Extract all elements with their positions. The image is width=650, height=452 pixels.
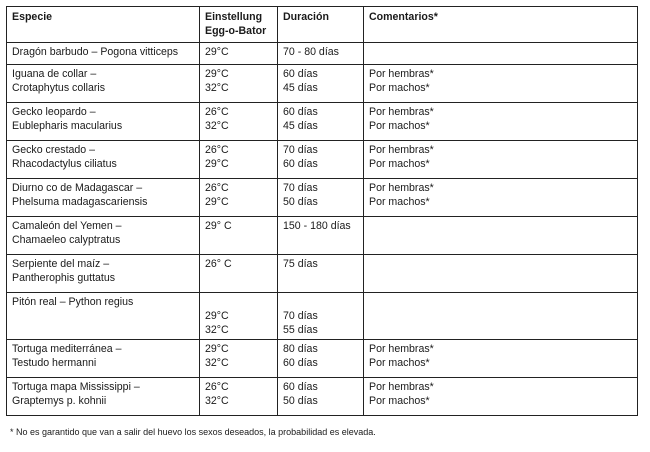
species-cell-line: Pantherophis guttatus [12,272,116,284]
temperature-cell-line: 32°C [205,357,229,369]
temperature-cell [200,378,278,416]
incubation-table [6,6,638,416]
temperature-cell-line [205,295,272,309]
species-cell [7,378,200,416]
duration-cell-line: 60 días [283,381,318,393]
species-cell-line: Eublepharis macularius [12,120,123,132]
temperature-cell [200,141,278,179]
duration-cell [278,43,364,65]
species-cell [7,293,200,340]
species-cell [7,141,200,179]
species-cell [7,217,200,255]
species-cell-line: Serpiente del maíz – [12,258,110,270]
comment-cell [364,217,638,255]
temperature-cell [200,217,278,255]
species-cell [7,340,200,378]
table-row [7,340,638,378]
duration-cell-line: 70 días [283,144,318,156]
duration-cell-line: 50 días [283,196,318,208]
temperature-cell-line: 32°C [205,395,229,407]
temperature-cell-line: 29°C [205,343,229,355]
species-cell-line: Tortuga mapa Mississippi – [12,381,140,393]
temperature-cell [200,340,278,378]
temperature-cell-line: 26°C [205,381,229,393]
species-cell [7,255,200,293]
temperature-cell-line: 26°C [205,144,229,156]
temperature-cell [200,255,278,293]
comment-cell-line: Por hembras* [369,182,434,194]
header-duration: Duración [278,7,364,43]
table-row [7,255,638,293]
temperature-cell [200,103,278,141]
species-cell-line: Gecko crestado – [12,144,96,156]
duration-cell-line: 75 días [283,258,318,270]
duration-cell-line: 60 días [283,68,318,80]
table-row [7,179,638,217]
duration-cell [278,293,364,340]
comment-cell [364,293,638,340]
temperature-cell-line: 29°C [205,46,229,58]
comment-cell [364,179,638,217]
comment-cell-line: Por hembras* [369,343,434,355]
table-row [7,103,638,141]
duration-cell [278,340,364,378]
table-row [7,43,638,65]
temperature-cell-line: 32°C [205,120,229,132]
header-comments: Comentarios* [364,7,638,43]
comment-cell [364,255,638,293]
species-cell-line: Gecko leopardo – [12,106,96,118]
species-cell [7,179,200,217]
comment-cell [364,141,638,179]
duration-cell-line: 55 días [283,324,318,336]
temperature-cell [200,43,278,65]
duration-cell-line: 50 días [283,395,318,407]
temperature-cell [200,293,278,340]
duration-cell-line: 70 días [283,182,318,194]
table-row [7,378,638,416]
duration-cell-line: 70 - 80 días [283,46,339,58]
comment-cell-line: Por machos* [369,120,430,132]
comment-cell [364,65,638,103]
temperature-cell-line: 29°C [205,158,229,170]
duration-cell [278,141,364,179]
duration-cell-line: 60 días [283,158,318,170]
species-cell [7,65,200,103]
duration-cell [278,255,364,293]
temperature-cell-line: 29° C [205,220,232,232]
comment-cell [364,103,638,141]
duration-cell [278,179,364,217]
temperature-cell [200,179,278,217]
header-setting: Einstellung Egg-o-Bator [200,7,278,43]
species-cell-line: Phelsuma madagascariensis [12,196,148,208]
duration-cell-line: 60 días [283,357,318,369]
species-cell-line: Tortuga mediterránea – [12,343,122,355]
temperature-cell-line: 32°C [205,82,229,94]
temperature-cell-line: 32°C [205,324,229,336]
comment-cell [364,43,638,65]
temperature-cell-line: 29°C [205,310,229,322]
comment-cell-line: Por hembras* [369,68,434,80]
species-cell-line: Dragón barbudo – Pogona vitticeps [12,46,179,58]
duration-cell-line: 80 días [283,343,318,355]
species-cell [7,103,200,141]
comment-cell-line: Por machos* [369,357,430,369]
comment-cell-line: Por hembras* [369,381,434,393]
comment-cell-line: Por hembras* [369,144,434,156]
header-species: Especie [7,7,200,43]
comment-cell-line: Por hembras* [369,106,434,118]
comment-cell [364,340,638,378]
species-cell-line: Camaleón del Yemen – [12,220,122,232]
species-cell [7,43,200,65]
duration-cell [278,378,364,416]
temperature-cell-line: 26°C [205,182,229,194]
duration-cell-line: 150 - 180 días [283,220,351,232]
comment-cell-line: Por machos* [369,82,430,94]
footnote: * No es garantido que van a salir del huevo los sexos deseados, la probabilidad es elevada. [10,427,376,437]
species-cell-line: Diurno co de Madagascar – [12,182,143,194]
temperature-cell-line: 26° C [205,258,232,270]
duration-cell-line: 70 días [283,310,318,322]
comment-cell-line: Por machos* [369,196,430,208]
species-cell-line: Iguana de collar – [12,68,97,80]
table-row [7,293,638,340]
comment-cell-line: Por machos* [369,158,430,170]
table-row [7,217,638,255]
temperature-cell [200,65,278,103]
duration-cell-line: 60 días [283,106,318,118]
species-cell-line: Testudo hermanni [12,357,97,369]
comment-cell-line: Por machos* [369,395,430,407]
comment-cell [364,378,638,416]
species-cell-line: Rhacodactylus ciliatus [12,158,117,170]
duration-cell [278,217,364,255]
duration-cell-line: 45 días [283,120,318,132]
duration-cell-line [283,295,358,309]
temperature-cell-line: 29°C [205,196,229,208]
duration-cell [278,65,364,103]
duration-cell [278,103,364,141]
species-cell-line: Crotaphytus collaris [12,82,106,94]
species-cell-line: Pitón real – Python regius [12,296,134,308]
table-row [7,65,638,103]
duration-cell-line: 45 días [283,82,318,94]
species-cell-line: Graptemys p. kohnii [12,395,107,407]
table-header-row [7,7,638,43]
temperature-cell-line: 26°C [205,106,229,118]
table-row [7,141,638,179]
species-cell-line: Chamaeleo calyptratus [12,234,121,246]
temperature-cell-line: 29°C [205,68,229,80]
